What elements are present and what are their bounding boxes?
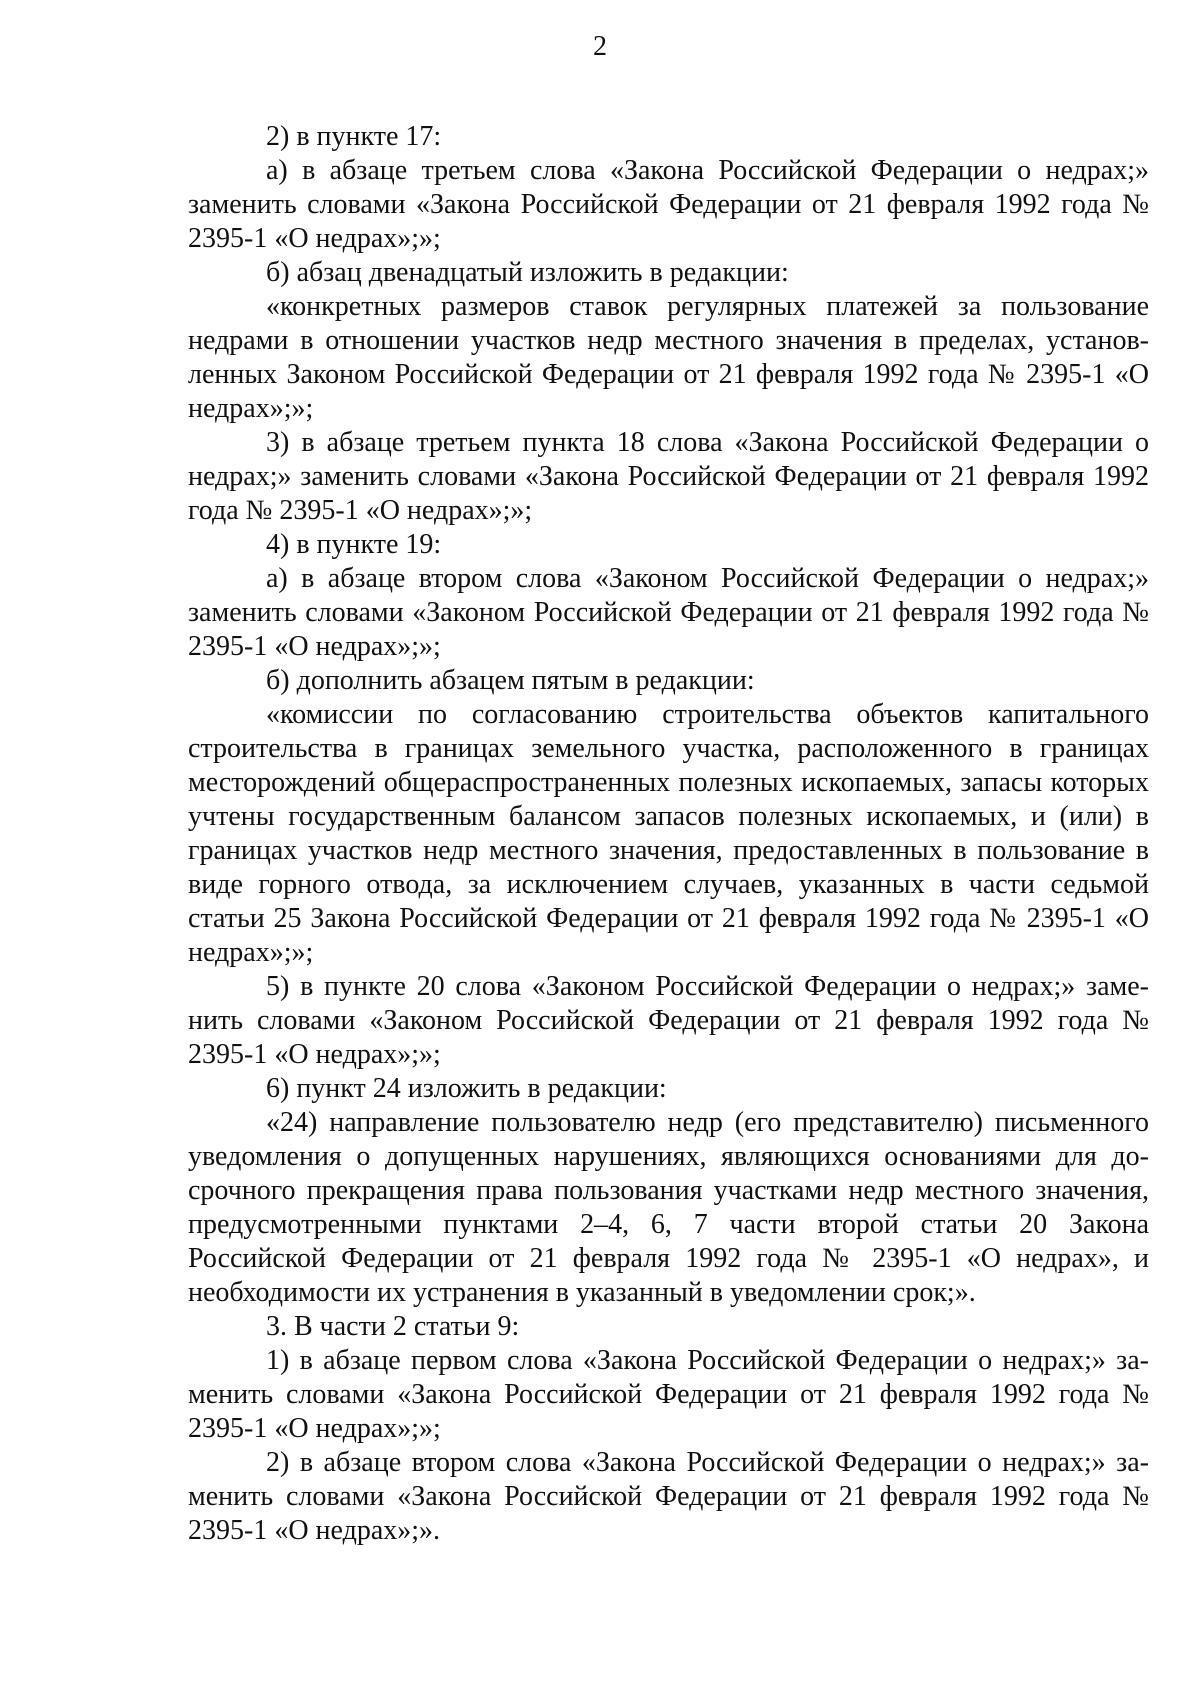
- paragraph-item-19a: а) в абзаце втором слова «Законом Российской Федерации о недрах;» заменить словами «Законом Российской Федерации от 21 февраля 1992 года № 2395-1 «О недрах»;»;: [188, 563, 1149, 662]
- document-body: [188, 120, 1149, 1548]
- paragraph-quote-notice: «24) направление пользователю недр (его представителю) письменного уведомления о допущенных нарушениях, являющихся основаниями для досрочного прекращения права пользования участками недр местного значения, предусмотренными пунктами 2–4, 6, 7 части второй статьи 20 Закона Российской Федерации от 21 февраля 1992 года № 2395-1 «О недрах», и необходимости их устранения в указанный в уведомлении срок;».: [188, 1107, 1149, 1308]
- paragraph-quote-commission: «комиссии по согласованию строительства объектов капитального строительства в границах земельного участка, расположенного в границах месторождений общераспространенных полезных ископаемых, запасы которых учтены государственным балансом запасов полезных ископаемых, и (или) в границах участков недр местного значения, предоставленных в пользование в виде горного отвода, за исключением случаев, указанных в части седьмой статьи 25 Закона Российской Федерации от 21 февраля 1992 года № 2395-1 «О недрах»;»;: [188, 699, 1149, 968]
- page-number: 2: [593, 31, 607, 62]
- paragraph-item-17: 2) в пункте 17:: [266, 121, 442, 152]
- paragraph-item-19: 4) в пункте 19:: [266, 529, 442, 560]
- paragraph-article-9-item-2: 2) в абзаце втором слова «Закона Российской Федерации о недрах;» заменить словами «Закона Российской Федерации от 21 февраля 1992 года № 2395-1 «О недрах»;».: [188, 1447, 1149, 1546]
- paragraph-item-17a: а) в абзаце третьем слова «Закона Российской Федерации о недрах;» заменить словами «Закона Российской Федерации от 21 февраля 1992 года № 2395-1 «О недрах»;»;: [188, 155, 1149, 254]
- paragraph-quote-payment-rates: «конкретных размеров ставок регулярных платежей за пользование недрами в отношении участков недр местного значения в пределах, установленных Законом Российской Федерации от 21 февраля 1992 года № 2395-1 «О недрах»;»;: [188, 291, 1149, 424]
- paragraph-item-19b: б) дополнить абзацем пятым в редакции:: [266, 665, 755, 696]
- paragraph-article-9-item-1: 1) в абзаце первом слова «Закона Российской Федерации о недрах;» заменить словами «Закона Российской Федерации от 21 февраля 1992 года № 2395-1 «О недрах»;»;: [188, 1345, 1149, 1444]
- paragraph-item-18: 3) в абзаце третьем пункта 18 слова «Закона Российской Федерации о недрах;» заменить словами «Закона Российской Федерации от 21 февраля 1992 года № 2395-1 «О недрах»;»;: [188, 427, 1149, 526]
- paragraph-item-17b: б) абзац двенадцатый изложить в редакции:: [266, 257, 789, 288]
- paragraph-item-24: 6) пункт 24 изложить в редакции:: [266, 1073, 667, 1104]
- paragraph-item-20: 5) в пункте 20 слова «Законом Российской Федерации о недрах;» заменить словами «Законом Российской Федерации от 21 февраля 1992 года № 2395-1 «О недрах»;»;: [188, 971, 1149, 1070]
- paragraph-article-9-part-2: 3. В части 2 статьи 9:: [266, 1311, 520, 1342]
